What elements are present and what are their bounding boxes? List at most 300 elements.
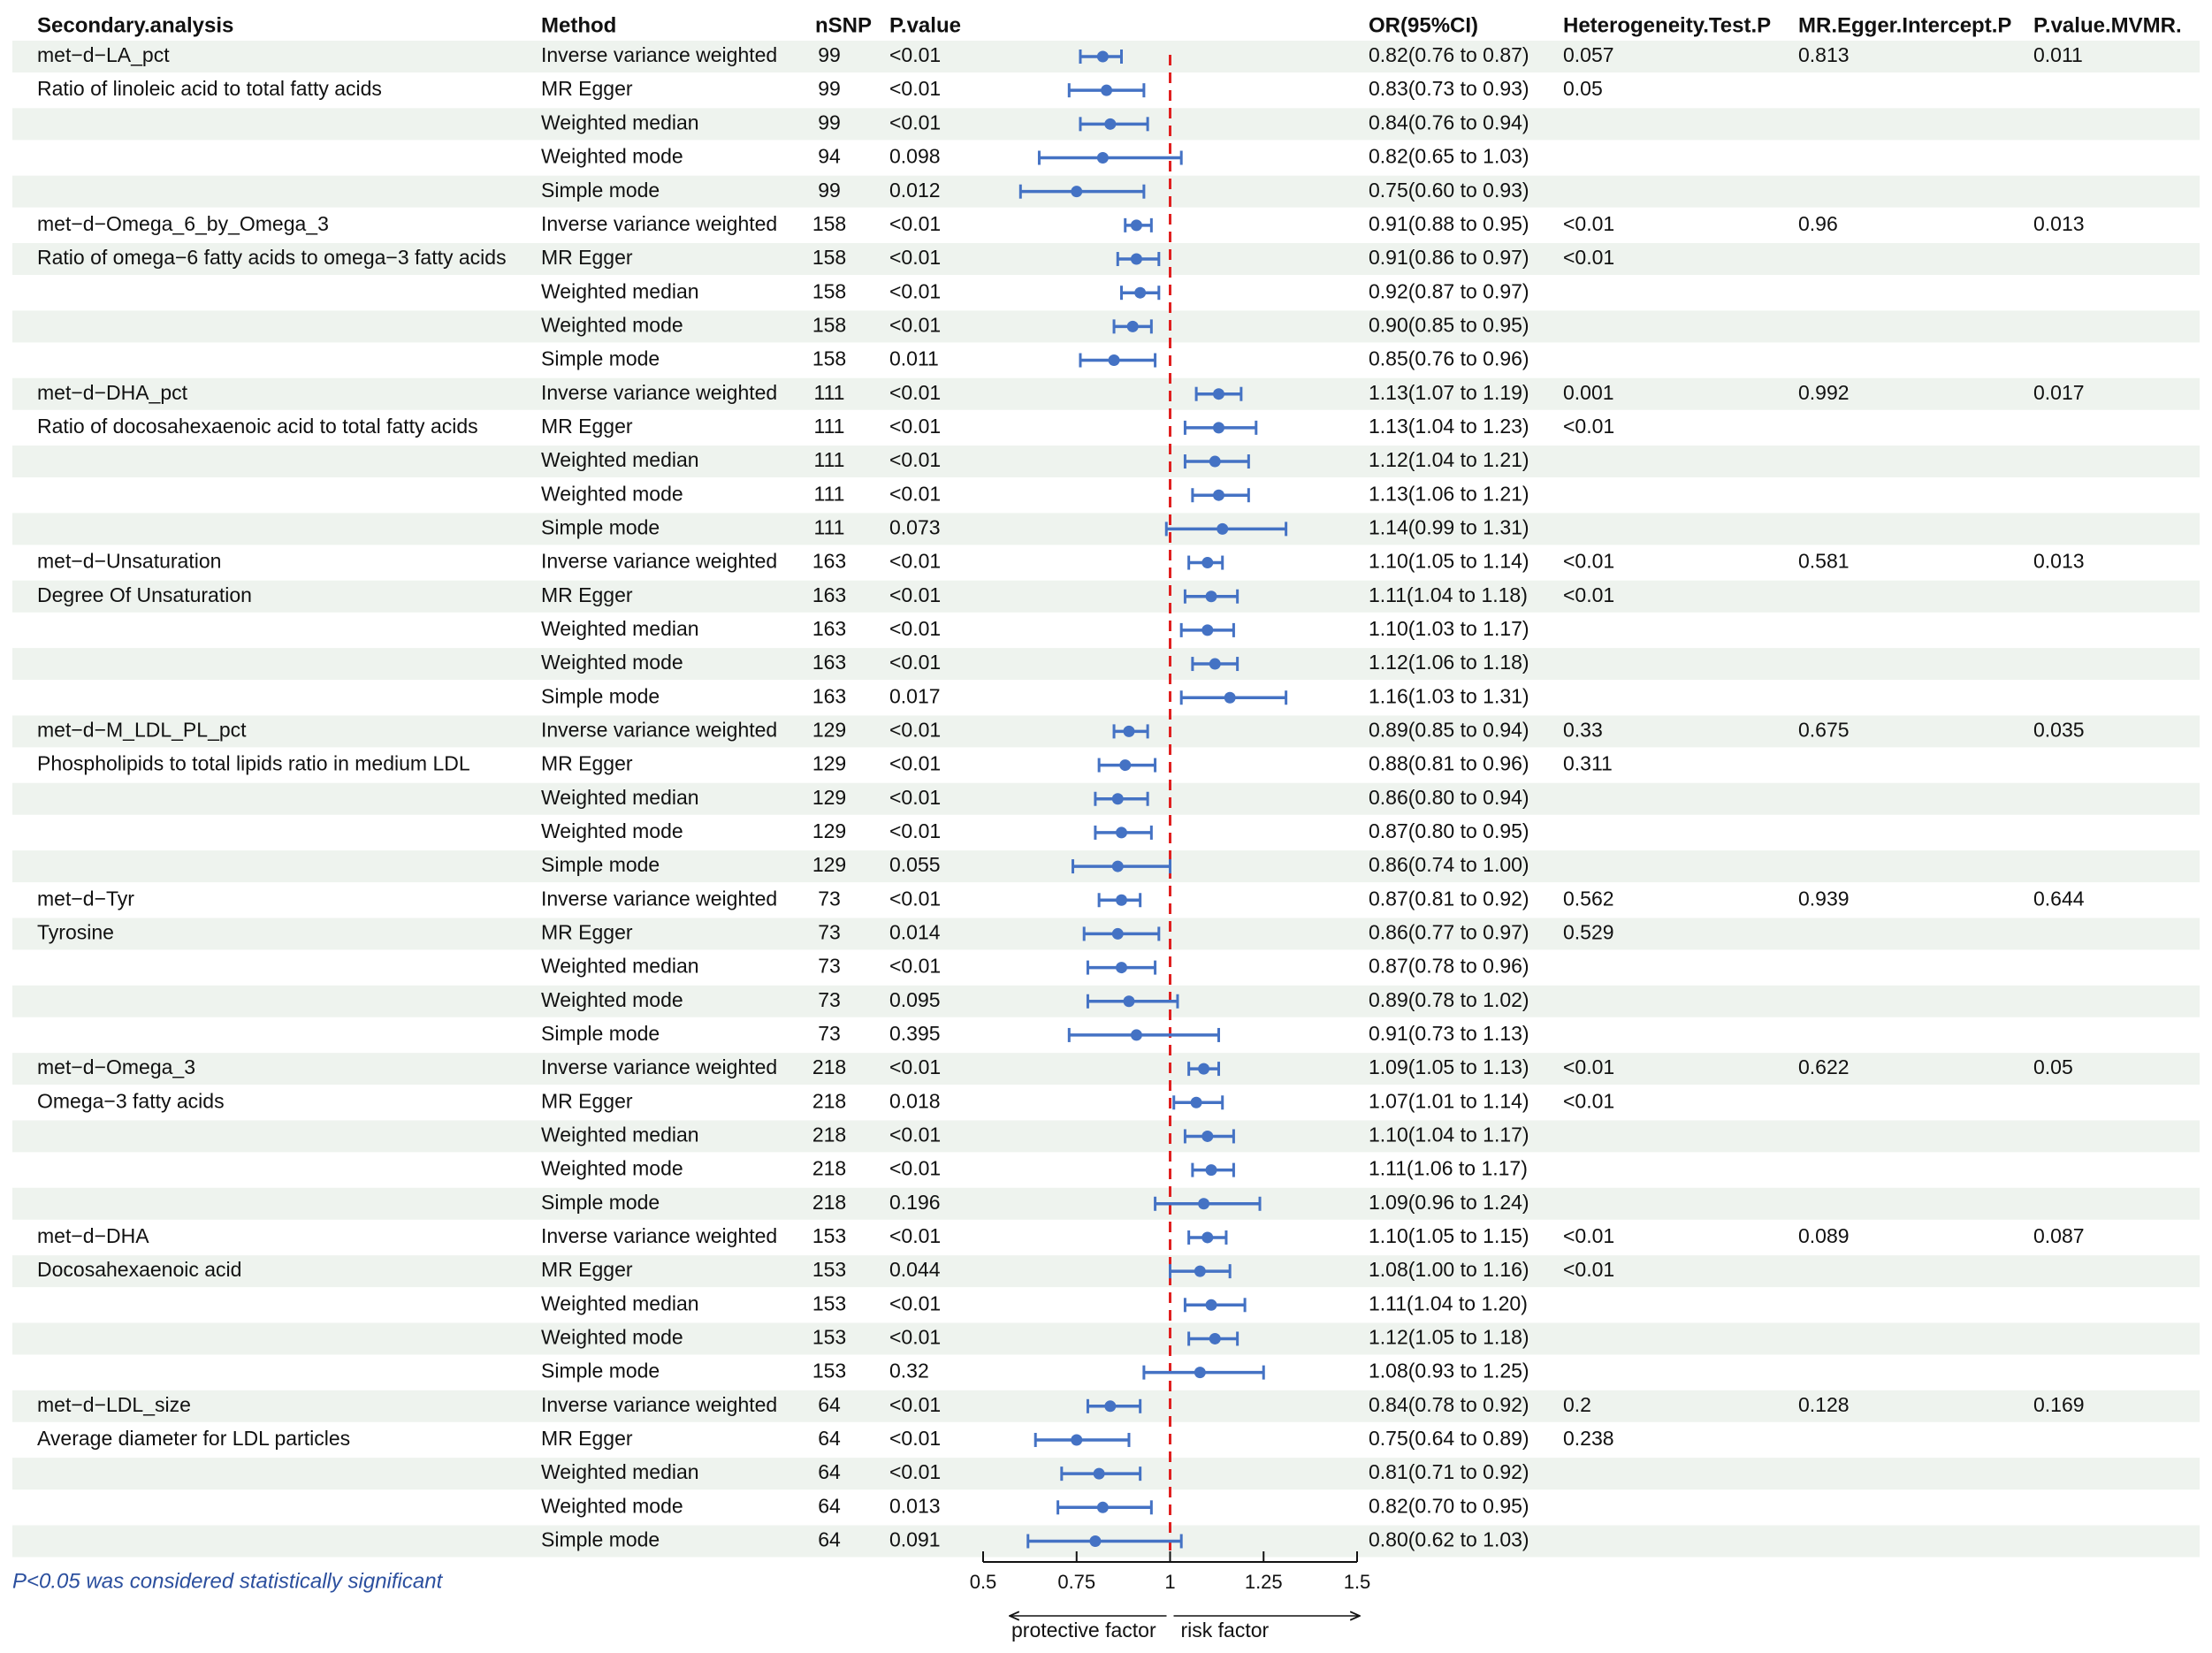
analysis-label: Docosahexaenoic acid <box>37 1258 242 1282</box>
analysis-label: met−d−Unsaturation <box>37 549 222 573</box>
method-label: MR Egger <box>541 1427 633 1451</box>
or-point <box>1198 1063 1209 1075</box>
nsnp-value: 153 <box>812 1258 847 1282</box>
pvalue: <0.01 <box>889 211 942 235</box>
or-ci-value: 1.09(0.96 to 1.24) <box>1369 1190 1529 1214</box>
nsnp-value: 99 <box>818 178 841 202</box>
or-point <box>1112 861 1124 872</box>
nsnp-value: 218 <box>812 1156 847 1180</box>
or-point <box>1071 1434 1082 1445</box>
header-egger-intercept: MR.Egger.Intercept.P <box>1798 13 2012 38</box>
row-band <box>12 1053 2200 1085</box>
or-ci-value: 1.10(1.03 to 1.17) <box>1369 616 1529 640</box>
nsnp-value: 73 <box>818 920 841 944</box>
pvalue: <0.01 <box>889 1224 942 1248</box>
row-band <box>12 581 2200 613</box>
nsnp-value: 163 <box>812 616 847 640</box>
header-or-ci: OR(95%CI) <box>1369 13 1479 38</box>
pvalue: 0.395 <box>889 1022 941 1046</box>
method-label: MR Egger <box>541 1258 633 1282</box>
pvalue: <0.01 <box>889 1055 942 1079</box>
heterogeneity-value: <0.01 <box>1563 211 1615 235</box>
nsnp-value: 64 <box>818 1427 841 1451</box>
nsnp-value: 153 <box>812 1359 847 1383</box>
pvalue: <0.01 <box>889 549 942 573</box>
heterogeneity-value: <0.01 <box>1563 1258 1615 1282</box>
method-label: Inverse variance weighted <box>541 1224 778 1248</box>
egger-intercept-value: 0.622 <box>1798 1055 1850 1079</box>
pvalue: 0.011 <box>889 347 939 370</box>
or-point <box>1198 1198 1209 1209</box>
pvalue: <0.01 <box>889 785 942 809</box>
nsnp-value: 111 <box>813 414 845 438</box>
or-point <box>1209 456 1221 468</box>
nsnp-value: 158 <box>812 211 847 235</box>
heterogeneity-value: <0.01 <box>1563 246 1615 270</box>
pvalue: <0.01 <box>889 819 942 842</box>
pvalue: <0.01 <box>889 651 942 674</box>
method-label: Weighted median <box>541 448 699 472</box>
or-ci-value: 1.10(1.05 to 1.15) <box>1369 1224 1529 1248</box>
or-point <box>1213 388 1224 400</box>
nsnp-value: 218 <box>812 1055 847 1079</box>
heterogeneity-value: 0.562 <box>1563 887 1614 910</box>
method-label: Weighted mode <box>541 482 683 506</box>
method-label: Inverse variance weighted <box>541 1055 778 1079</box>
or-point <box>1131 1029 1142 1040</box>
method-label: Weighted median <box>541 110 699 134</box>
or-point <box>1123 726 1134 737</box>
nsnp-value: 73 <box>818 954 841 978</box>
pvalue: 0.098 <box>889 144 941 168</box>
or-ci-value: 1.11(1.04 to 1.20) <box>1369 1291 1528 1315</box>
significance-note: P<0.05 was considered statistically significant <box>12 1569 443 1594</box>
analysis-label: Ratio of linoleic acid to total fatty acids <box>37 77 382 101</box>
nsnp-value: 111 <box>813 515 845 539</box>
or-ci-value: 1.09(1.05 to 1.13) <box>1369 1055 1529 1079</box>
row-band <box>12 1322 2200 1354</box>
nsnp-value: 111 <box>813 448 845 472</box>
or-ci-value: 1.12(1.06 to 1.18) <box>1369 651 1529 674</box>
or-point <box>1097 51 1109 63</box>
pvalue: <0.01 <box>889 887 942 910</box>
analysis-label: met−d−Omega_6_by_Omega_3 <box>37 211 329 235</box>
pvalue: 0.055 <box>889 853 941 877</box>
nsnp-value: 111 <box>813 482 845 506</box>
method-label: Weighted median <box>541 785 699 809</box>
method-label: Weighted median <box>541 1291 699 1315</box>
pvalue: <0.01 <box>889 1325 942 1349</box>
or-point <box>1109 354 1120 366</box>
analysis-label: Ratio of docosahexaenoic acid to total fatty acids <box>37 414 478 438</box>
nsnp-value: 129 <box>812 853 847 877</box>
or-ci-value: 0.89(0.85 to 0.94) <box>1369 718 1529 742</box>
header-pvalue-mvmr: P.value.MVMR. <box>2033 13 2182 38</box>
or-ci-value: 0.86(0.80 to 0.94) <box>1369 785 1529 809</box>
row-band <box>12 1255 2200 1287</box>
or-point <box>1112 793 1124 804</box>
pvalue: <0.01 <box>889 43 942 67</box>
nsnp-value: 218 <box>812 1123 847 1146</box>
heterogeneity-value: <0.01 <box>1563 549 1615 573</box>
nsnp-value: 73 <box>818 987 841 1011</box>
header-method: Method <box>541 13 617 38</box>
method-label: Inverse variance weighted <box>541 1392 778 1416</box>
or-ci-value: 1.12(1.04 to 1.21) <box>1369 448 1529 472</box>
nsnp-value: 64 <box>818 1494 841 1518</box>
analysis-label: Tyrosine <box>37 920 114 944</box>
or-ci-value: 0.88(0.81 to 0.96) <box>1369 751 1529 775</box>
row-band <box>12 1188 2200 1220</box>
pvalue: <0.01 <box>889 380 942 404</box>
analysis-label: met−d−DHA <box>37 1224 149 1248</box>
or-point <box>1097 1502 1109 1513</box>
or-ci-value: 0.85(0.76 to 0.96) <box>1369 347 1529 370</box>
x-tick-label: 0.5 <box>969 1570 997 1593</box>
nsnp-value: 64 <box>818 1460 841 1484</box>
analysis-label: Omega−3 fatty acids <box>37 1089 225 1113</box>
pvalue: 0.073 <box>889 515 941 539</box>
nsnp-value: 163 <box>812 583 847 606</box>
or-ci-value: 1.11(1.04 to 1.18) <box>1369 583 1528 606</box>
or-ci-value: 0.75(0.60 to 0.93) <box>1369 178 1529 202</box>
or-point <box>1104 1400 1116 1412</box>
direction-annotation <box>1010 1616 1360 1642</box>
row-band <box>12 1120 2200 1152</box>
method-label: MR Egger <box>541 583 633 606</box>
method-label: Weighted mode <box>541 313 683 337</box>
pvalue: <0.01 <box>889 414 942 438</box>
nsnp-value: 153 <box>812 1224 847 1248</box>
method-label: Simple mode <box>541 853 660 877</box>
mvmr-pvalue: 0.169 <box>2033 1392 2085 1416</box>
or-point <box>1201 557 1213 568</box>
or-ci-value: 0.91(0.73 to 1.13) <box>1369 1022 1529 1046</box>
mvmr-pvalue: 0.644 <box>2033 887 2085 910</box>
or-point <box>1104 118 1116 130</box>
heterogeneity-value: 0.33 <box>1563 718 1603 742</box>
method-label: Inverse variance weighted <box>541 211 778 235</box>
or-point <box>1116 895 1127 906</box>
method-label: Inverse variance weighted <box>541 380 778 404</box>
nsnp-value: 158 <box>812 347 847 370</box>
method-label: Simple mode <box>541 1527 660 1551</box>
or-point <box>1123 995 1134 1007</box>
egger-intercept-value: 0.675 <box>1798 718 1850 742</box>
nsnp-value: 129 <box>812 819 847 842</box>
or-ci-value: 1.16(1.03 to 1.31) <box>1369 684 1529 708</box>
or-point <box>1206 590 1217 602</box>
method-label: Simple mode <box>541 178 660 202</box>
pvalue: 0.013 <box>889 1494 941 1518</box>
x-axis <box>970 1551 1371 1593</box>
method-label: Weighted median <box>541 616 699 640</box>
pvalue: <0.01 <box>889 110 942 134</box>
method-label: Weighted mode <box>541 144 683 168</box>
method-label: Weighted mode <box>541 1156 683 1180</box>
method-label: Inverse variance weighted <box>541 718 778 742</box>
nsnp-value: 129 <box>812 751 847 775</box>
egger-intercept-value: 0.992 <box>1798 380 1850 404</box>
method-label: Simple mode <box>541 684 660 708</box>
or-ci-value: 0.91(0.88 to 0.95) <box>1369 211 1529 235</box>
or-point <box>1071 186 1082 197</box>
egger-intercept-value: 0.581 <box>1798 549 1850 573</box>
analysis-label: met−d−Tyr <box>37 887 134 910</box>
method-label: Weighted mode <box>541 651 683 674</box>
nsnp-value: 153 <box>812 1291 847 1315</box>
method-label: Inverse variance weighted <box>541 887 778 910</box>
or-ci-value: 0.82(0.70 to 0.95) <box>1369 1494 1529 1518</box>
egger-intercept-value: 0.96 <box>1798 211 1838 235</box>
method-label: Weighted mode <box>541 1325 683 1349</box>
or-ci-value: 1.10(1.05 to 1.14) <box>1369 549 1529 573</box>
method-label: Inverse variance weighted <box>541 43 778 67</box>
header-secondary-analysis: Secondary.analysis <box>37 13 234 38</box>
heterogeneity-value: <0.01 <box>1563 1224 1615 1248</box>
or-ci-value: 1.13(1.04 to 1.23) <box>1369 414 1529 438</box>
nsnp-value: 129 <box>812 718 847 742</box>
pvalue: 0.095 <box>889 987 941 1011</box>
column-headers <box>37 13 2182 37</box>
pvalue: <0.01 <box>889 1460 942 1484</box>
nsnp-value: 73 <box>818 887 841 910</box>
pvalue: <0.01 <box>889 616 942 640</box>
pvalue: 0.012 <box>889 178 941 202</box>
pvalue: <0.01 <box>889 246 942 270</box>
method-label: Simple mode <box>541 1190 660 1214</box>
header-heterogeneity: Heterogeneity.Test.P <box>1563 13 1772 38</box>
or-point <box>1134 287 1146 299</box>
risk-factor-label: risk factor <box>1180 1619 1270 1642</box>
or-ci-value: 0.86(0.74 to 1.00) <box>1369 853 1529 877</box>
or-ci-value: 0.84(0.78 to 0.92) <box>1369 1392 1529 1416</box>
method-label: Weighted median <box>541 954 699 978</box>
nsnp-value: 73 <box>818 1022 841 1046</box>
or-ci-value: 0.81(0.71 to 0.92) <box>1369 1460 1529 1484</box>
nsnp-value: 94 <box>818 144 841 168</box>
nsnp-value: 218 <box>812 1089 847 1113</box>
nsnp-value: 64 <box>818 1392 841 1416</box>
or-ci-value: 0.87(0.80 to 0.95) <box>1369 819 1529 842</box>
method-label: Simple mode <box>541 1359 660 1383</box>
or-point <box>1224 692 1236 704</box>
or-ci-value: 0.86(0.77 to 0.97) <box>1369 920 1529 944</box>
method-label: MR Egger <box>541 246 633 270</box>
egger-intercept-value: 0.813 <box>1798 43 1850 67</box>
or-ci-value: 1.13(1.07 to 1.19) <box>1369 380 1529 404</box>
method-label: MR Egger <box>541 920 633 944</box>
pvalue: <0.01 <box>889 954 942 978</box>
nsnp-value: 163 <box>812 651 847 674</box>
or-ci-value: 1.08(1.00 to 1.16) <box>1369 1258 1529 1282</box>
method-label: Simple mode <box>541 347 660 370</box>
heterogeneity-value: 0.2 <box>1563 1392 1591 1416</box>
or-point <box>1089 1535 1101 1547</box>
pvalue: 0.017 <box>889 684 941 708</box>
pvalue: <0.01 <box>889 583 942 606</box>
or-point <box>1131 254 1142 265</box>
or-point <box>1217 523 1228 535</box>
or-ci-value: 1.10(1.04 to 1.17) <box>1369 1123 1529 1146</box>
or-point <box>1194 1266 1206 1277</box>
analysis-label: met−d−LA_pct <box>37 43 170 67</box>
nsnp-value: 163 <box>812 684 847 708</box>
row-band <box>12 446 2200 477</box>
heterogeneity-value: <0.01 <box>1563 414 1615 438</box>
or-point <box>1213 490 1224 501</box>
pvalue: 0.018 <box>889 1089 941 1113</box>
nsnp-value: 99 <box>818 77 841 101</box>
nsnp-value: 99 <box>818 110 841 134</box>
pvalue: <0.01 <box>889 718 942 742</box>
mvmr-pvalue: 0.013 <box>2033 211 2085 235</box>
method-label: MR Egger <box>541 1089 633 1113</box>
or-point <box>1112 928 1124 940</box>
or-point <box>1116 962 1127 973</box>
nsnp-value: 158 <box>812 279 847 303</box>
pvalue: 0.044 <box>889 1258 941 1282</box>
or-point <box>1201 1231 1213 1243</box>
or-ci-value: 0.82(0.65 to 1.03) <box>1369 144 1529 168</box>
method-label: Weighted median <box>541 279 699 303</box>
method-label: Weighted median <box>541 1123 699 1146</box>
method-label: MR Egger <box>541 77 633 101</box>
or-ci-value: 0.75(0.64 to 0.89) <box>1369 1427 1529 1451</box>
analysis-label: met−d−Omega_3 <box>37 1055 196 1079</box>
or-ci-value: 0.91(0.86 to 0.97) <box>1369 246 1529 270</box>
nsnp-value: 99 <box>818 43 841 67</box>
or-point <box>1201 624 1213 636</box>
pvalue: <0.01 <box>889 1123 942 1146</box>
method-label: Inverse variance weighted <box>541 549 778 573</box>
method-label: MR Egger <box>541 414 633 438</box>
analysis-label: Ratio of omega−6 fatty acids to omega−3 fatty acids <box>37 246 507 270</box>
or-ci-value: 0.87(0.81 to 0.92) <box>1369 887 1529 910</box>
or-point <box>1194 1367 1206 1378</box>
or-point <box>1094 1468 1105 1480</box>
or-ci-value: 0.82(0.76 to 0.87) <box>1369 43 1529 67</box>
heterogeneity-value: <0.01 <box>1563 1055 1615 1079</box>
or-ci-value: 0.87(0.78 to 0.96) <box>1369 954 1529 978</box>
x-tick-label: 0.75 <box>1057 1570 1096 1593</box>
pvalue: <0.01 <box>889 1427 942 1451</box>
egger-intercept-value: 0.939 <box>1798 887 1850 910</box>
analysis-label: met−d−DHA_pct <box>37 380 188 404</box>
nsnp-value: 163 <box>812 549 847 573</box>
mvmr-pvalue: 0.05 <box>2033 1055 2073 1079</box>
x-tick-label: 1 <box>1164 1570 1176 1593</box>
pvalue: <0.01 <box>889 313 942 337</box>
or-point <box>1201 1131 1213 1142</box>
row-band <box>12 513 2200 545</box>
analysis-label: met−d−M_LDL_PL_pct <box>37 718 247 742</box>
pvalue: 0.196 <box>889 1190 941 1214</box>
pvalue: <0.01 <box>889 279 942 303</box>
mvmr-pvalue: 0.011 <box>2033 43 2083 67</box>
or-ci-value: 1.08(0.93 to 1.25) <box>1369 1359 1529 1383</box>
x-tick-label: 1.5 <box>1343 1570 1371 1593</box>
mvmr-pvalue: 0.087 <box>2033 1224 2085 1248</box>
nsnp-value: 111 <box>813 380 845 404</box>
method-label: MR Egger <box>541 751 633 775</box>
nsnp-value: 218 <box>812 1190 847 1214</box>
header-nsnp: nSNP <box>815 13 873 38</box>
method-label: Weighted mode <box>541 987 683 1011</box>
or-point <box>1191 1097 1202 1108</box>
analysis-label: Phospholipids to total lipids ratio in medium LDL <box>37 751 470 775</box>
analysis-label: met−d−LDL_size <box>37 1392 191 1416</box>
or-ci-value: 0.90(0.85 to 0.95) <box>1369 313 1529 337</box>
or-ci-value: 0.89(0.78 to 1.02) <box>1369 987 1529 1011</box>
row-band <box>12 648 2200 680</box>
heterogeneity-value: 0.05 <box>1563 77 1603 101</box>
egger-intercept-value: 0.089 <box>1798 1224 1850 1248</box>
or-ci-value: 0.83(0.73 to 0.93) <box>1369 77 1529 101</box>
nsnp-value: 158 <box>812 313 847 337</box>
protective-factor-label: protective factor <box>1011 1619 1156 1642</box>
or-ci-value: 1.11(1.06 to 1.17) <box>1369 1156 1528 1180</box>
pvalue: <0.01 <box>889 1156 942 1180</box>
mvmr-pvalue: 0.035 <box>2033 718 2085 742</box>
mvmr-pvalue: 0.013 <box>2033 549 2085 573</box>
heterogeneity-value: 0.238 <box>1563 1427 1614 1451</box>
pvalue: <0.01 <box>889 1291 942 1315</box>
nsnp-value: 129 <box>812 785 847 809</box>
method-label: Weighted mode <box>541 819 683 842</box>
or-point <box>1209 659 1221 670</box>
nsnp-value: 158 <box>812 246 847 270</box>
or-point <box>1206 1164 1217 1176</box>
pvalue: <0.01 <box>889 77 942 101</box>
pvalue: <0.01 <box>889 448 942 472</box>
row-band <box>12 715 2200 747</box>
pvalue: 0.32 <box>889 1359 929 1383</box>
or-ci-value: 0.80(0.62 to 1.03) <box>1369 1527 1529 1551</box>
row-band <box>12 378 2200 410</box>
or-point <box>1131 219 1142 231</box>
heterogeneity-value: <0.01 <box>1563 583 1615 606</box>
analysis-label: Average diameter for LDL particles <box>37 1427 351 1451</box>
or-point <box>1097 152 1109 164</box>
method-label: Weighted mode <box>541 1494 683 1518</box>
method-label: Simple mode <box>541 1022 660 1046</box>
or-point <box>1209 1333 1221 1344</box>
pvalue: <0.01 <box>889 751 942 775</box>
or-ci-value: 1.13(1.06 to 1.21) <box>1369 482 1529 506</box>
pvalue: <0.01 <box>889 1392 942 1416</box>
or-ci-value: 0.92(0.87 to 0.97) <box>1369 279 1529 303</box>
pvalue: 0.014 <box>889 920 941 944</box>
pvalue: <0.01 <box>889 482 942 506</box>
or-ci-value: 1.12(1.05 to 1.18) <box>1369 1325 1529 1349</box>
or-point <box>1101 85 1112 96</box>
mvmr-pvalue: 0.017 <box>2033 380 2085 404</box>
x-tick-label: 1.25 <box>1244 1570 1283 1593</box>
nsnp-value: 153 <box>812 1325 847 1349</box>
method-label: Simple mode <box>541 515 660 539</box>
egger-intercept-value: 0.128 <box>1798 1392 1850 1416</box>
heterogeneity-value: <0.01 <box>1563 1089 1615 1113</box>
or-point <box>1206 1299 1217 1311</box>
or-point <box>1127 321 1139 332</box>
or-ci-value: 1.07(1.01 to 1.14) <box>1369 1089 1529 1113</box>
row-band <box>12 310 2200 342</box>
header-pvalue: P.value <box>889 13 961 38</box>
heterogeneity-value: 0.311 <box>1563 751 1613 775</box>
or-ci-value: 0.84(0.76 to 0.94) <box>1369 110 1529 134</box>
nsnp-value: 64 <box>818 1527 841 1551</box>
